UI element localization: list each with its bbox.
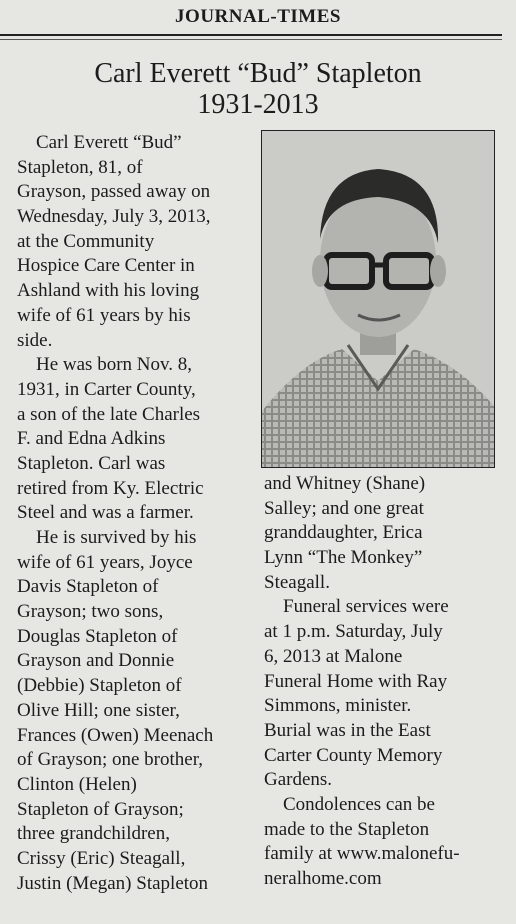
text-line: three grandchildren,: [17, 823, 170, 845]
text-line: side.: [17, 329, 53, 351]
masthead-rule-thin: [0, 39, 502, 40]
text-line: wife of 61 years by his: [17, 304, 191, 326]
text-line: Funeral services were: [264, 596, 449, 618]
text-line: He is survived by his: [17, 527, 197, 548]
text-line: at 1 p.m. Saturday, July: [264, 621, 443, 643]
text-line: 6, 2013 at Malone: [264, 645, 403, 667]
text-line: 1931, in Carter County,: [17, 378, 196, 400]
text-line: He was born Nov. 8,: [17, 354, 193, 376]
text-line: Condolences can be: [264, 793, 435, 815]
newspaper-masthead: JOURNAL-TIMES: [175, 6, 341, 27]
text-line: at the Community: [17, 230, 155, 252]
text-line: wife of 61 years, Joyce: [17, 551, 193, 573]
text-line: Lynn “The Monkey”: [264, 547, 423, 569]
text-line: Olive Hill; one sister,: [17, 699, 180, 721]
life-years: 1931-2013: [197, 89, 319, 120]
text-line: Ashland with his loving: [17, 280, 200, 302]
text-line: Stapleton, 81, of: [17, 156, 143, 178]
text-line: Funeral Home with Ray: [264, 670, 448, 692]
obituary-right-column: [264, 472, 460, 892]
text-line: of Grayson; one brother,: [17, 749, 204, 771]
text-line: Grayson, passed away on: [17, 181, 211, 203]
masthead-rule: [0, 34, 502, 36]
text-line: F. and Edna Adkins: [17, 428, 166, 450]
text-line: Frances (Owen) Meenach: [17, 724, 214, 746]
text-line: neralhome.com: [264, 868, 382, 889]
text-line: Stapleton. Carl was: [17, 452, 166, 474]
text-line: Burial was in the East: [264, 719, 431, 741]
text-line: Hospice Care Center in: [17, 255, 195, 277]
text-line: Carl Everett “Bud”: [17, 132, 182, 153]
deceased-name: Carl Everett “Bud” Stapleton: [94, 58, 422, 89]
text-line: made to the Stapleton: [264, 818, 430, 840]
text-line: (Debbie) Stapleton of: [17, 675, 182, 697]
text-line: Gardens.: [264, 769, 333, 791]
text-line: and Whitney (Shane): [264, 473, 426, 494]
text-line: Crissy (Eric) Steagall,: [17, 847, 186, 869]
text-line: Grayson and Donnie: [17, 650, 175, 672]
text-line: Clinton (Helen): [17, 773, 137, 795]
text-line: Justin (Megan) Stapleton: [17, 872, 209, 894]
text-line: family at www.malonefu-: [264, 843, 460, 865]
text-line: Grayson; two sons,: [17, 601, 164, 623]
text-line: Steel and was a farmer.: [17, 502, 194, 524]
obituary-title: [0, 58, 516, 120]
text-line: retired from Ky. Electric: [17, 477, 204, 499]
text-line: Douglas Stapleton of: [17, 625, 178, 647]
text-line: Davis Stapleton of: [17, 576, 159, 598]
text-line: Salley; and one great: [264, 497, 424, 519]
text-line: Stapleton of Grayson;: [17, 798, 184, 820]
text-line: Simmons, minister.: [264, 695, 412, 717]
text-line: Carter County Memory: [264, 744, 443, 766]
obituary-left-column: [17, 131, 213, 896]
portrait-photo-icon: [262, 131, 494, 467]
text-line: granddaughter, Erica: [264, 522, 423, 544]
portrait-photo: [261, 130, 495, 468]
text-line: Steagall.: [264, 571, 330, 593]
text-line: Wednesday, July 3, 2013,: [17, 206, 211, 228]
text-line: a son of the late Charles: [17, 403, 201, 425]
